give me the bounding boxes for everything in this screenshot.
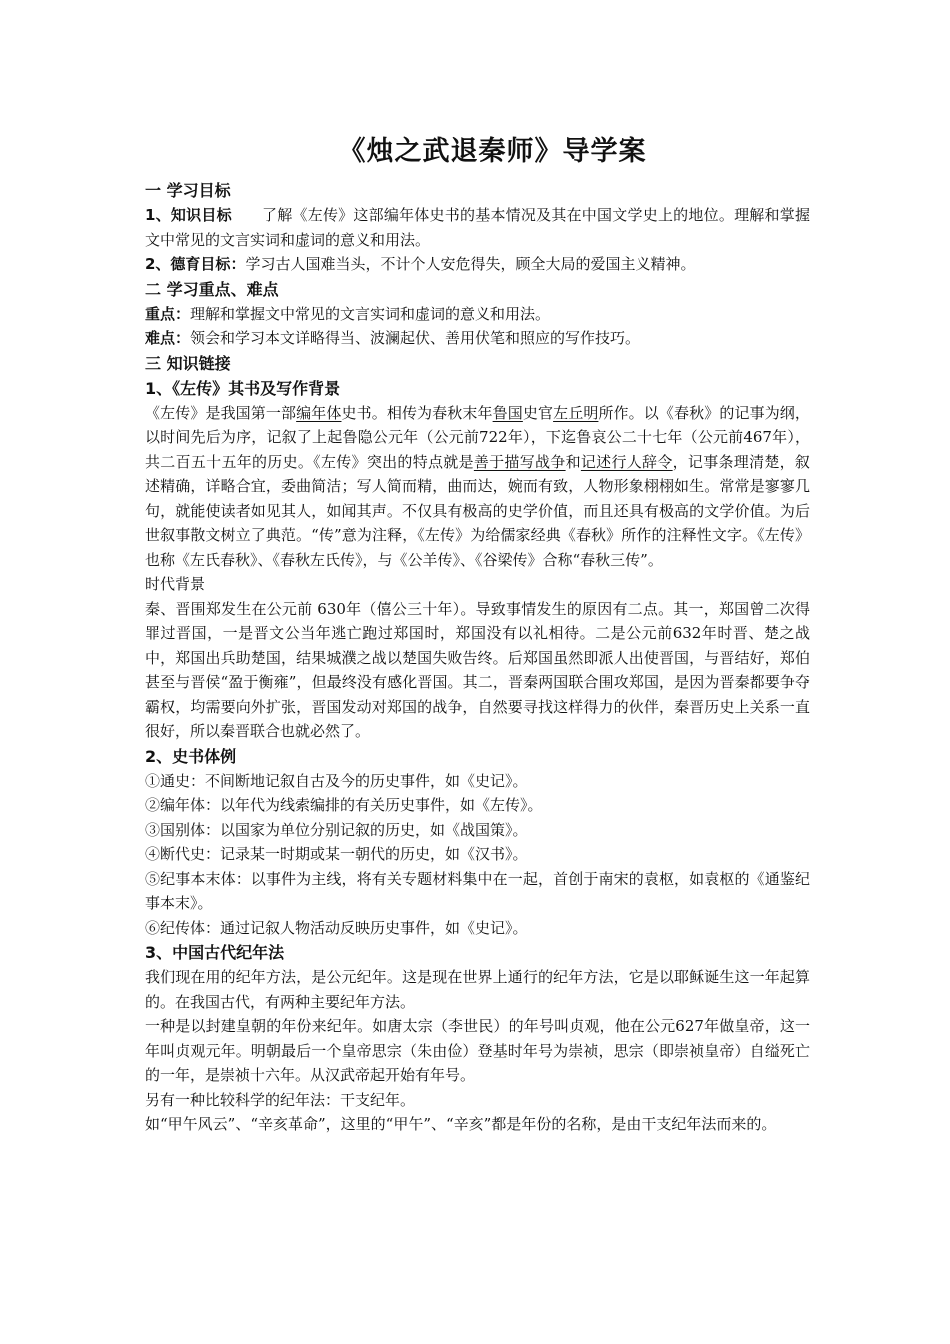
text-run: 《左传》是我国第一部 xyxy=(145,403,297,422)
difficult-point xyxy=(145,326,810,351)
list-item: ⑤纪事本末体：以事件为主线，将有关专题材料集中在一起，首创于南宋的袁枢，如袁枢的《通鉴纪事本末》。 xyxy=(145,869,810,912)
underlined-term: 编年体 xyxy=(296,403,342,422)
moral-goal xyxy=(145,252,810,277)
background-label: 时代背景 xyxy=(145,575,206,593)
underlined-term: 记述行人辞令 xyxy=(580,452,673,471)
text-run: 和 xyxy=(565,452,581,471)
key-point-text: 理解和掌握文中常见的文言实词和虚词的意义和用法。 xyxy=(190,304,551,323)
text-run: 史书。相传为春秋末年 xyxy=(341,403,493,422)
key-point-label: 重点： xyxy=(145,304,191,323)
underlined-term: 左丘明 xyxy=(553,403,599,422)
knowledge-goal xyxy=(145,203,810,252)
document-page xyxy=(145,132,810,1137)
difficult-point-label: 难点： xyxy=(145,329,191,347)
calendar-paragraph: 我们现在用的纪年方法，是公元纪年。这是现在世界上通行的纪年方法，它是以耶稣诞生这一年起算的。在我国古代，有两种主要纪年方法。 xyxy=(145,968,810,1011)
page-title: 《烛之武退秦师》导学案 xyxy=(338,136,647,167)
subheading-zuozhuan: 1、《左传》其书及写作背景 xyxy=(145,378,341,398)
underlined-term: 善于描写战争 xyxy=(473,452,566,471)
key-point xyxy=(145,302,810,327)
calendar-paragraph: 一种是以封建皇朝的年份来纪年。如唐太宗（李世民）的年号叫贞观，他在公元627年做皇帝，这一年叫贞观元年。明朝最后一个皇帝思宗（朱由俭）登基时年号为崇祯，思宗（即崇祯皇帝）自缢死亡的一年，是崇祯十六年。从汉武帝起开始有年号。 xyxy=(145,1017,810,1084)
list-item: ④断代史：记录某一时期或某一朝代的历史，如《汉书》。 xyxy=(145,845,528,863)
list-item: ②编年体：以年代为线索编排的有关历史事件，如《左传》。 xyxy=(145,796,543,814)
zuozhuan-paragraph xyxy=(145,401,810,573)
list-item: ③国别体：以国家为单位分别记叙的历史，如《战国策》。 xyxy=(145,820,528,839)
subheading-calendar: 3、中国古代纪年法 xyxy=(145,943,285,962)
knowledge-goal-label: 1、知识目标 xyxy=(145,206,232,224)
background-paragraph: 秦、晋围郑发生在公元前 630年（僖公三十年）。导致事情发生的原因有二点。其一，郑国曾二次得罪过晋国，一是晋文公当年逃亡跑过郑国时，郑国没有以礼相待。二是公元前632年时晋、楚之战中，郑国出兵助楚国，结果城濮之战以楚国失败告终。后郑国虽然即派人出使晋国，与晋结好，郑伯甚至与晋侯“盈于衡雍”，但最终没有感化晋国。其二，晋秦两国联合围攻郑国，是因为晋秦都要争夺霸权，均需要向外扩张，晋国发动对郑国的战争，自然要寻找这样得力的伙伴，秦晋历史上关系一直很好，所以秦晋联合也就必然了。 xyxy=(145,599,810,740)
calendar-paragraph: 另有一种比较科学的纪年法：干支纪年。 xyxy=(145,1090,416,1109)
moral-goal-label: 2、德育目标： xyxy=(145,255,246,273)
difficult-point-text: 领会和学习本文详略得当、波澜起伏、善用伏笔和照应的写作技巧。 xyxy=(190,329,641,347)
text-run: ，记事条理清楚，叙述精确，详略合宜，委曲简洁；写人简而精，曲而达，婉而有致，人物形象栩栩如生。常常是寥寥几句，就能使读者如见其人，如闻其声。不仅具有极高的史学价值，而且还具有极高的文学价值。为后世叙事散文树立了典范。“传”意为注释，《左传》为给儒家经典《春秋》所作的注释性文字。《左传》也称《左氏春秋》、《春秋左氏传》，与《公羊传》、《谷梁传》合称“春秋三传”。 xyxy=(145,452,810,569)
calendar-paragraph: 如“甲午风云”、“辛亥革命”，这里的“甲午”、“辛亥”都是年份的名称，是由干支纪年法而来的。 xyxy=(145,1115,777,1133)
section-heading-goals: 一 学习目标 xyxy=(145,181,231,200)
list-item: ⑥纪传体：通过记叙人物活动反映历史事件，如《史记》。 xyxy=(145,918,528,937)
text-run: 史官 xyxy=(522,403,554,422)
list-item: ①通史：不间断地记叙自古及今的历史事件，如《史记》。 xyxy=(145,771,528,790)
subheading-history-styles: 2、史书体例 xyxy=(145,746,237,766)
section-heading-key-points: 二 学习重点、难点 xyxy=(145,279,279,299)
underlined-term: 鲁国 xyxy=(492,403,523,422)
moral-goal-text: 学习古人国难当头，不计个人安危得失，顾全大局的爱国主义精神。 xyxy=(245,255,696,273)
knowledge-goal-text: 了解《左传》这部编年体史书的基本情况及其在中国文学史上的地位。理解和掌握文中常见的文言实词和虚词的意义和用法。 xyxy=(145,206,810,249)
section-heading-knowledge: 三 知识链接 xyxy=(145,353,231,373)
text-run: 所作。以《春秋》的记事为纲，以时间先后为序，记叙了上起鲁隐公元年（公元前722年），下迄鲁哀公二十七年（公元前467年），共二百五十五年的历史。《左传》突出的特点就是 xyxy=(145,403,810,471)
